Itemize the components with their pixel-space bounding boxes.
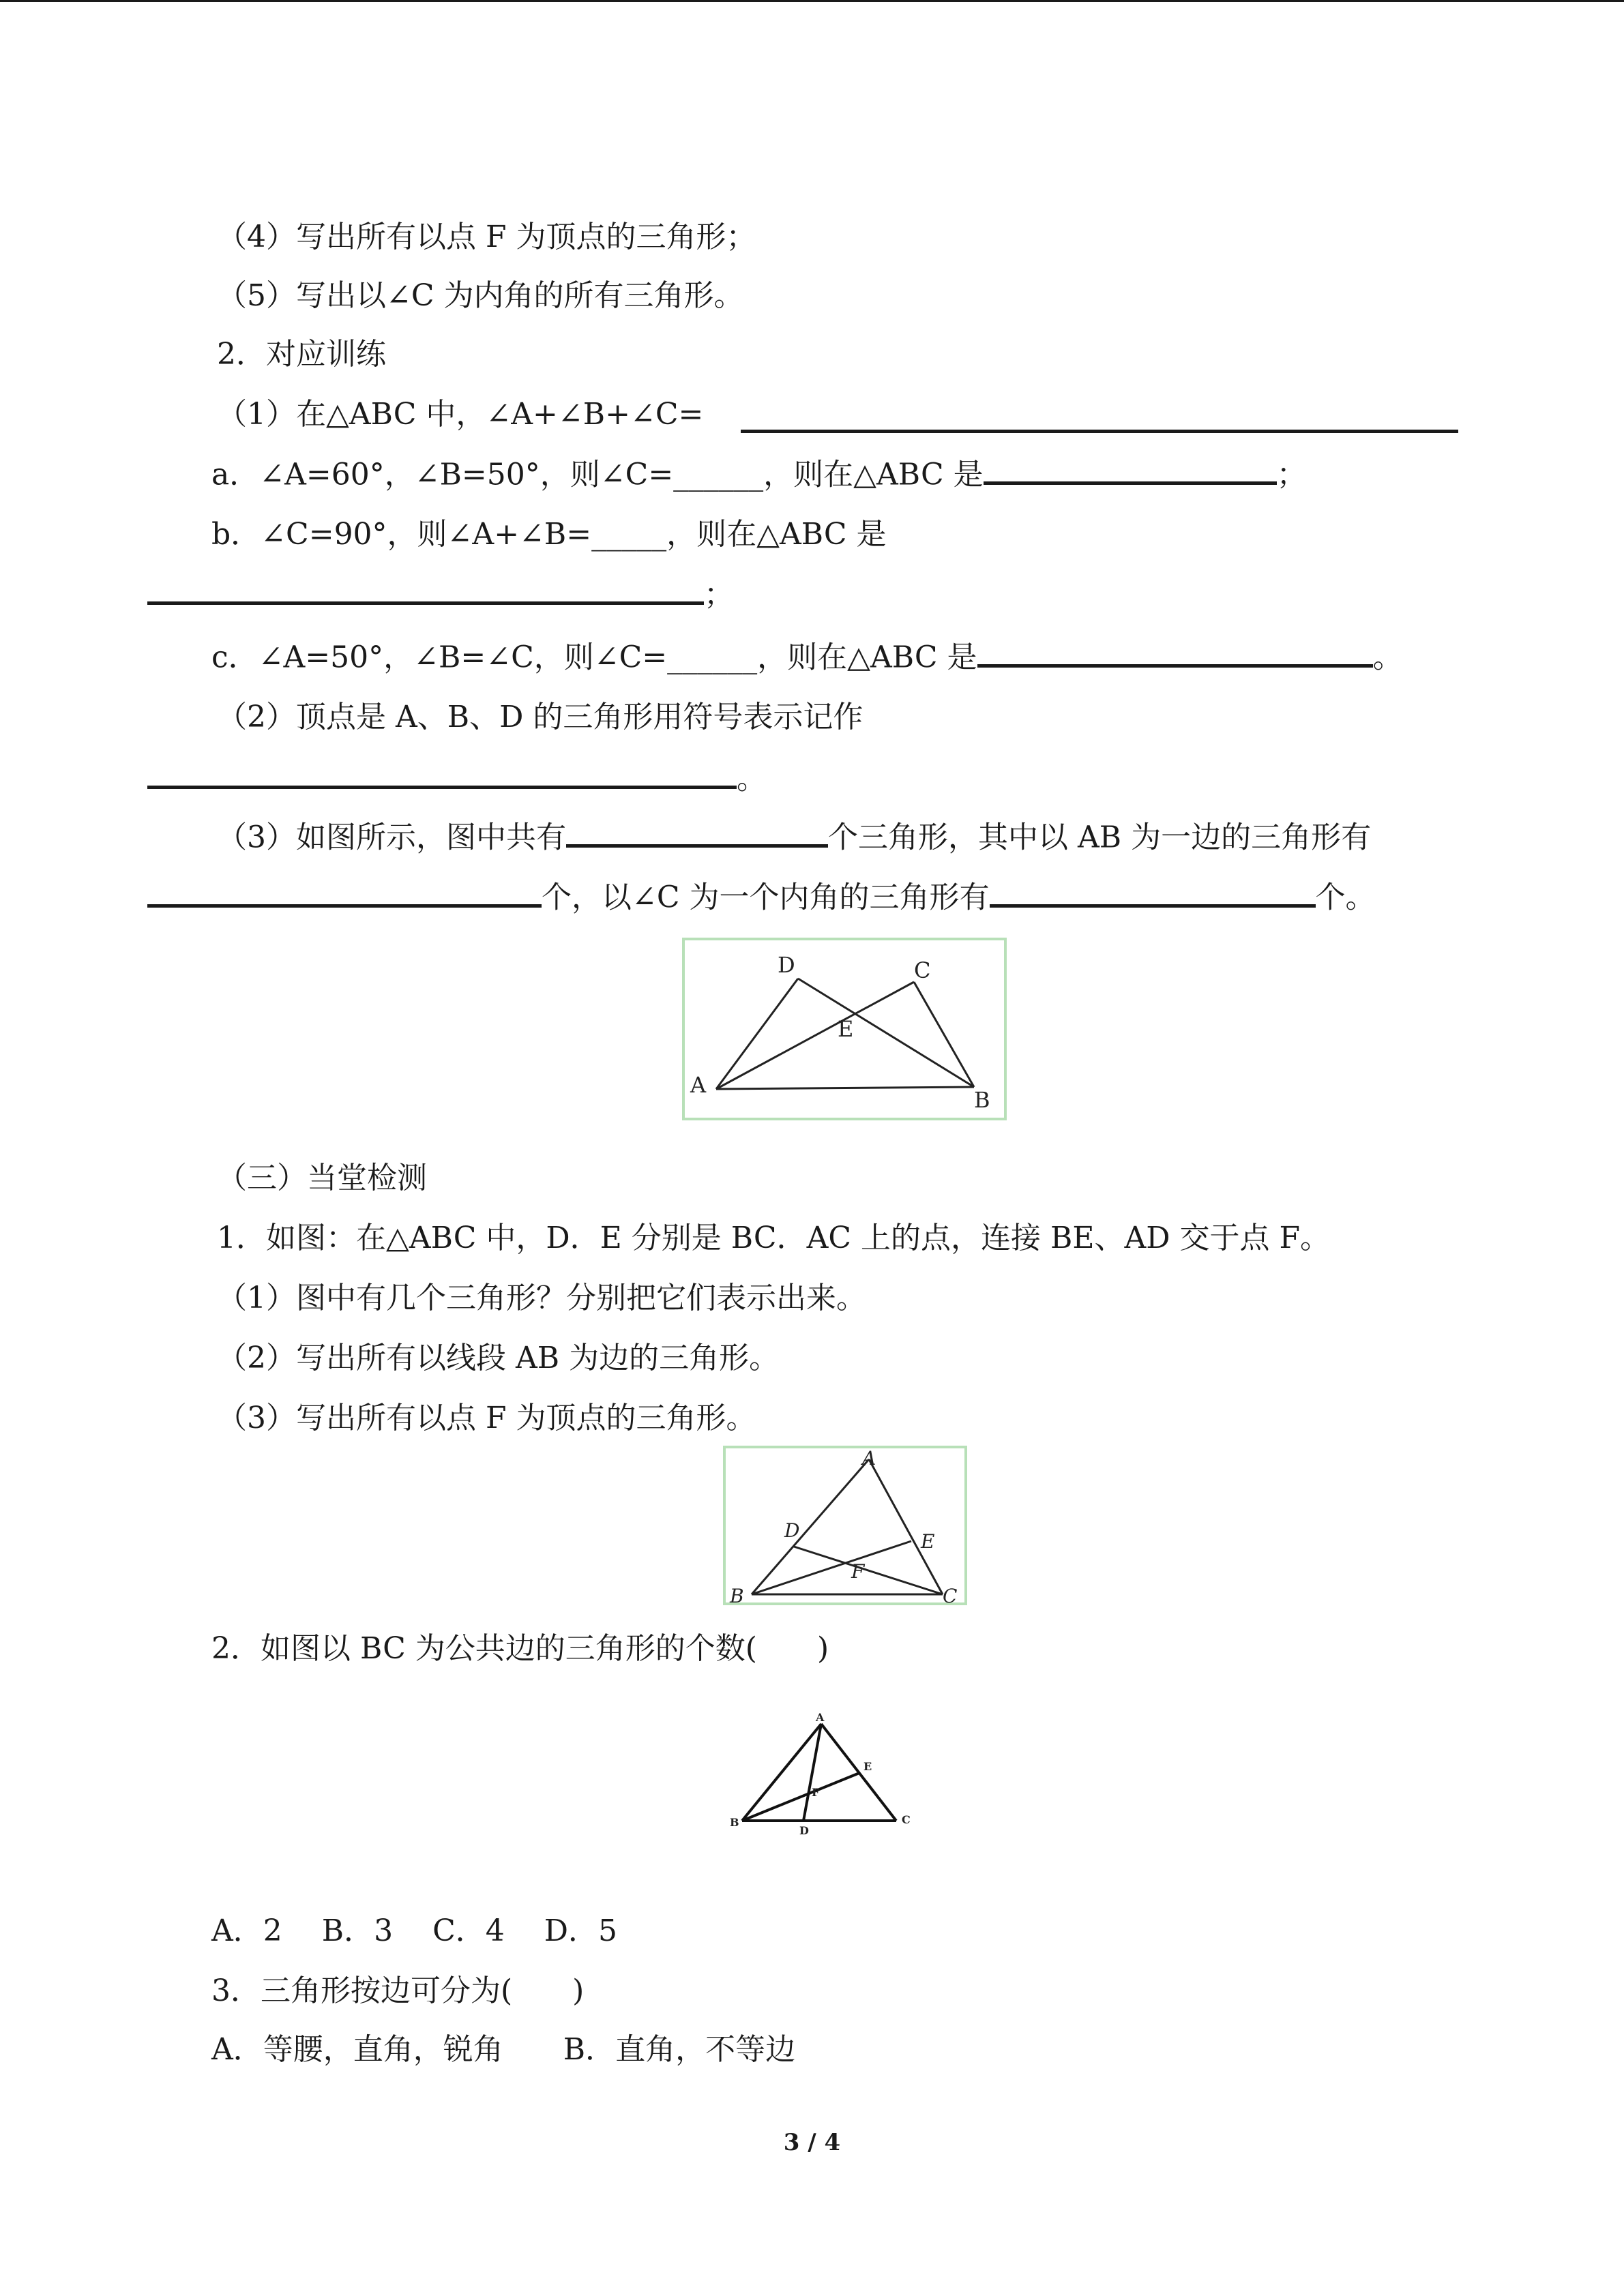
practice-2: （2）顶点是 A、B、D 的三角形用符号表示记作 (217, 700, 863, 734)
segment-ad (803, 1724, 821, 1821)
label-d: D (784, 1519, 800, 1542)
label-c: C (914, 957, 931, 983)
figure-small-triangle (723, 1705, 921, 1841)
practice-3-text2: 个三角形，其中以 AB 为一边的三角形有 (828, 820, 1372, 855)
triangle-count-blank[interactable] (566, 817, 828, 848)
figure-triangle-cevians (723, 1444, 969, 1605)
label-a: A (816, 1711, 825, 1724)
practice-3-cont (147, 877, 1376, 919)
label-a: A (862, 1447, 876, 1470)
label-d: D (799, 1824, 809, 1837)
segment-ac (716, 982, 914, 1089)
practice-b-blank[interactable] (147, 574, 704, 605)
practice-b-end: ； (704, 577, 734, 612)
figure-2-border (724, 1447, 966, 1604)
practice-b-cont (147, 574, 734, 616)
practice-a-end: ； (1276, 457, 1307, 492)
practice-2-end: 。 (737, 761, 767, 796)
practice-1-text: （1）在△ABC 中，∠A+∠B+∠C= (217, 397, 704, 432)
label-e: E (863, 1760, 872, 1773)
label-f: F (851, 1560, 865, 1583)
practice-a-text: a．∠A=60°，∠B=50°，则∠C=______，则在△ABC 是 (211, 457, 984, 492)
practice-a-blank[interactable] (984, 454, 1277, 485)
segment-ad (716, 979, 798, 1089)
practice-a (211, 454, 1307, 496)
label-b: B (730, 1585, 744, 1605)
practice-3 (217, 817, 1371, 859)
segment-be (742, 1773, 859, 1821)
section-practice: 2．对应训练 (217, 337, 386, 372)
practice-1 (217, 394, 703, 435)
practice-3-end: 个。 (1315, 880, 1376, 915)
practice-2-blank[interactable] (147, 758, 737, 789)
check-2: 2．如图以 BC 为公共边的三角形的个数( ) (211, 1631, 829, 1666)
check-1-1: （1）图中有几个三角形？分别把它们表示出来。 (217, 1281, 866, 1315)
practice-c (211, 637, 1403, 679)
check-3: 3．三角形按边可分为( ) (211, 1973, 585, 2008)
label-c: C (902, 1813, 911, 1826)
practice-b: b．∠C=90°，则∠A+∠B=_____，则在△ABC 是 (211, 517, 887, 552)
question-5: （5）写出以∠C 为内角的所有三角形。 (217, 278, 744, 313)
label-f: F (812, 1786, 820, 1799)
practice-2-cont (147, 758, 767, 800)
label-d: D (778, 952, 795, 978)
segment-cb (914, 982, 974, 1087)
top-border-line (0, 0, 1624, 2)
question-4: （4）写出所有以点 F 为顶点的三角形； (217, 220, 756, 254)
practice-c-end: 。 (1372, 640, 1403, 675)
label-c: C (943, 1585, 958, 1605)
section-check: （三）当堂检测 (217, 1161, 427, 1195)
check-3-options: A．等腰，直角，锐角 B．直角，不等边 (211, 2032, 796, 2067)
segment-ab (716, 1087, 974, 1089)
check-2-options: A．2 B．3 C．4 D．5 (211, 1913, 617, 1948)
figure-crossing-triangles (682, 933, 1009, 1121)
page-number: 3 / 4 (783, 2129, 841, 2156)
angle-c-blank[interactable] (990, 877, 1316, 908)
check-1-2: （2）写出所有以线段 AB 为边的三角形。 (217, 1341, 780, 1375)
label-a: A (690, 1072, 707, 1098)
practice-3-text3: 个，以∠C 为一个内角的三角形有 (542, 880, 990, 915)
practice-c-text: c．∠A=50°，∠B=∠C，则∠C=______，则在△ABC 是 (211, 640, 977, 675)
practice-c-blank[interactable] (977, 637, 1373, 668)
practice-3-text: （3）如图所示，图中共有 (217, 820, 566, 855)
label-e: E (921, 1530, 935, 1553)
label-e: E (838, 1016, 854, 1042)
segment-ba (742, 1724, 821, 1821)
ab-side-blank[interactable] (147, 877, 542, 908)
check-1-3: （3）写出所有以点 F 为顶点的三角形。 (217, 1401, 756, 1435)
label-b: B (974, 1087, 990, 1113)
angle-sum-answer-blank[interactable] (741, 430, 1458, 433)
label-b: B (730, 1816, 739, 1829)
segment-db (798, 979, 974, 1087)
check-1: 1．如图：在△ABC 中，D．E 分别是 BC．AC 上的点，连接 BE、AD 交于点 F。 (217, 1221, 1331, 1255)
